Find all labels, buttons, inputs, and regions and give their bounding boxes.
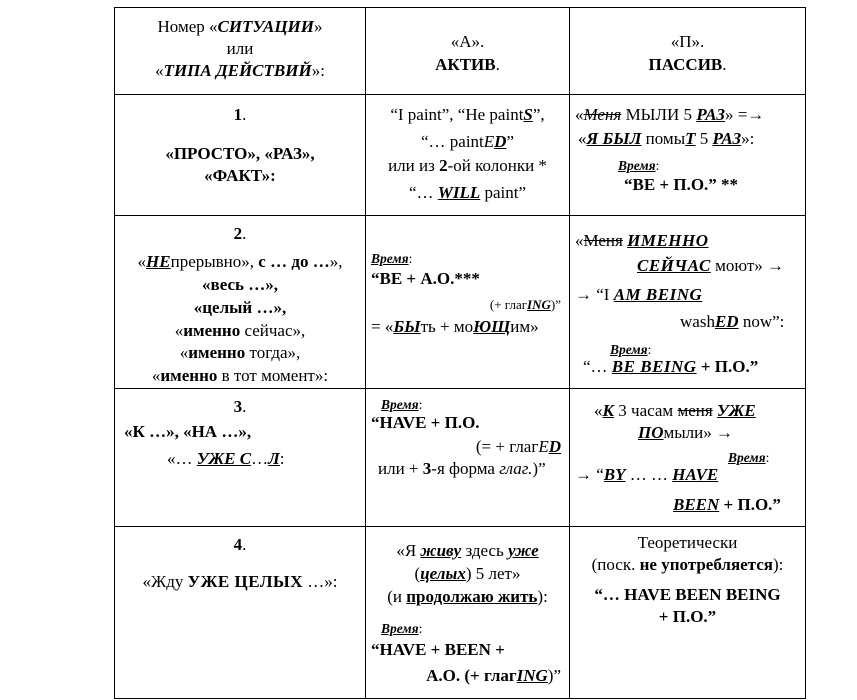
row1-passive-time-label: Время: bbox=[618, 158, 660, 173]
row2-situation-cell bbox=[115, 216, 366, 389]
row1-passive-formula: “BE + П.О.” ** bbox=[624, 175, 739, 194]
row1-active-cell bbox=[366, 95, 570, 216]
row2-active-formula: “BE + А.О.*** bbox=[371, 269, 480, 288]
row3-active-form-note: или + 3-я форма глаг.)” bbox=[378, 459, 546, 478]
row2-passive-cell bbox=[570, 216, 806, 389]
row2-passive-line2: СЕЙЧАС моют» → bbox=[637, 256, 785, 275]
row3-passive-cell bbox=[570, 389, 806, 527]
row1-active-line3: или из 2-ой колонки * bbox=[388, 156, 547, 175]
row4-passive-cell bbox=[570, 527, 806, 699]
row2-passive-time-label: Время: bbox=[610, 342, 652, 357]
header-row bbox=[115, 8, 806, 95]
tense-table bbox=[114, 7, 806, 699]
row1-active-line4: “… WILL paint” bbox=[408, 183, 527, 202]
row4-active-line1: «Я живу здесь уже bbox=[396, 541, 539, 560]
row2-situation-line2: «весь …», bbox=[202, 275, 278, 294]
row4-passive-line4: + П.О.” bbox=[658, 607, 717, 626]
row2-passive-line1: «Меня ИМЕННО bbox=[575, 231, 709, 250]
header-or: или bbox=[226, 39, 254, 58]
row2-active-ing-note: (+ глагING)” bbox=[489, 297, 561, 312]
row3-passive-time-label: Время: bbox=[728, 450, 770, 465]
header-active-title: АКТИВ. bbox=[435, 55, 500, 74]
row3-passive-line2: ПОмыли» → bbox=[638, 423, 734, 442]
row3-active-ed-note: (= + глагED bbox=[475, 437, 561, 456]
header-situation-line3: «ТИПА ДЕЙСТВИЙ»: bbox=[155, 61, 325, 80]
row1-situation-line1: «ПРОСТО», «РАЗ», bbox=[165, 144, 315, 163]
header-active-cell bbox=[366, 8, 570, 95]
row2-active-example: = «БЫть + моЮЩим» bbox=[371, 317, 539, 336]
row2-situation-line5: «именно тогда», bbox=[179, 343, 301, 362]
row2-situation-line1: «НЕпрерывно», с … до …», bbox=[137, 252, 343, 271]
row4-active-time-label: Время: bbox=[381, 621, 423, 636]
row3-number: 3. bbox=[233, 397, 247, 416]
row1-passive-line2: «Я БЫЛ помыТ 5 РАЗ»: bbox=[578, 129, 755, 148]
header-active-letter: «А». bbox=[450, 32, 485, 51]
row3-active-formula: “HAVE + П.О. bbox=[371, 413, 480, 432]
row4-active-line2: (целых) 5 лет» bbox=[414, 564, 521, 583]
row1-passive-line1: «Меня МЫЛИ 5 РАЗ» =→ bbox=[575, 105, 765, 124]
row3-situation-line2: «… УЖЕ С…Л: bbox=[167, 449, 285, 468]
row2-situation-line4: «именно сейчас», bbox=[174, 321, 306, 340]
row3-situation-cell bbox=[115, 389, 366, 527]
row2-active-time-label: Время: bbox=[371, 251, 413, 266]
row4-number: 4. bbox=[233, 535, 247, 554]
row4-passive-line1: Теоретически bbox=[637, 533, 738, 552]
row1-active-line2: “… paintED” bbox=[420, 132, 514, 151]
header-situation-cell bbox=[115, 8, 366, 95]
row3-situation-line1: «К …», «НА …», bbox=[124, 422, 252, 441]
table-row-1 bbox=[115, 95, 806, 216]
row1-situation-line2: «ФАКТ»: bbox=[204, 166, 276, 185]
row2-passive-line4: washED now”: bbox=[680, 312, 785, 331]
table-row-4 bbox=[115, 527, 806, 699]
row3-passive-line4: → “BY … … HAVE bbox=[575, 465, 719, 484]
row1-situation-cell bbox=[115, 95, 366, 216]
row4-passive-line3: “… HAVE BEEN BEING bbox=[594, 585, 781, 604]
row1-passive-cell bbox=[570, 95, 806, 216]
row2-passive-formula: “… BE BEING + П.О.” bbox=[583, 357, 759, 376]
row2-passive-line3: → “I AM BEING bbox=[575, 285, 703, 304]
row3-active-time-label: Время: bbox=[381, 397, 423, 412]
header-situation-line1: Номер «СИТУАЦИИ» bbox=[157, 17, 323, 36]
row2-situation-line6: «именно в тот момент»: bbox=[151, 366, 329, 385]
table-row-3 bbox=[115, 389, 806, 527]
header-passive-letter: «П». bbox=[670, 32, 705, 51]
row4-situation-cell bbox=[115, 527, 366, 699]
row3-active-cell bbox=[366, 389, 570, 527]
row4-situation-line1: «Жду УЖЕ ЦЕЛЫХ …»: bbox=[142, 572, 338, 591]
row1-active-line1: “I paint”, “He paintS”, bbox=[390, 105, 545, 124]
row4-active-line3: (и продолжаю жить): bbox=[387, 587, 548, 606]
row2-number: 2. bbox=[233, 224, 247, 243]
row4-active-formula: “HAVE + BEEN + bbox=[371, 640, 505, 659]
row2-situation-line3: «целый …», bbox=[193, 298, 287, 317]
row4-passive-line2: (поск. не употребляется): bbox=[591, 555, 784, 574]
header-passive-title: ПАССИВ. bbox=[648, 55, 727, 74]
row1-number: 1. bbox=[233, 105, 247, 124]
table-row-2 bbox=[115, 216, 806, 389]
row3-passive-line1: «К 3 часам меня УЖЕ bbox=[594, 401, 756, 420]
row2-active-cell bbox=[366, 216, 570, 389]
row3-passive-line5: BEEN + П.О.” bbox=[673, 495, 781, 514]
row4-active-ing-note: А.О. (+ глагING)” bbox=[426, 666, 561, 685]
row4-active-cell bbox=[366, 527, 570, 699]
header-passive-cell bbox=[570, 8, 806, 95]
